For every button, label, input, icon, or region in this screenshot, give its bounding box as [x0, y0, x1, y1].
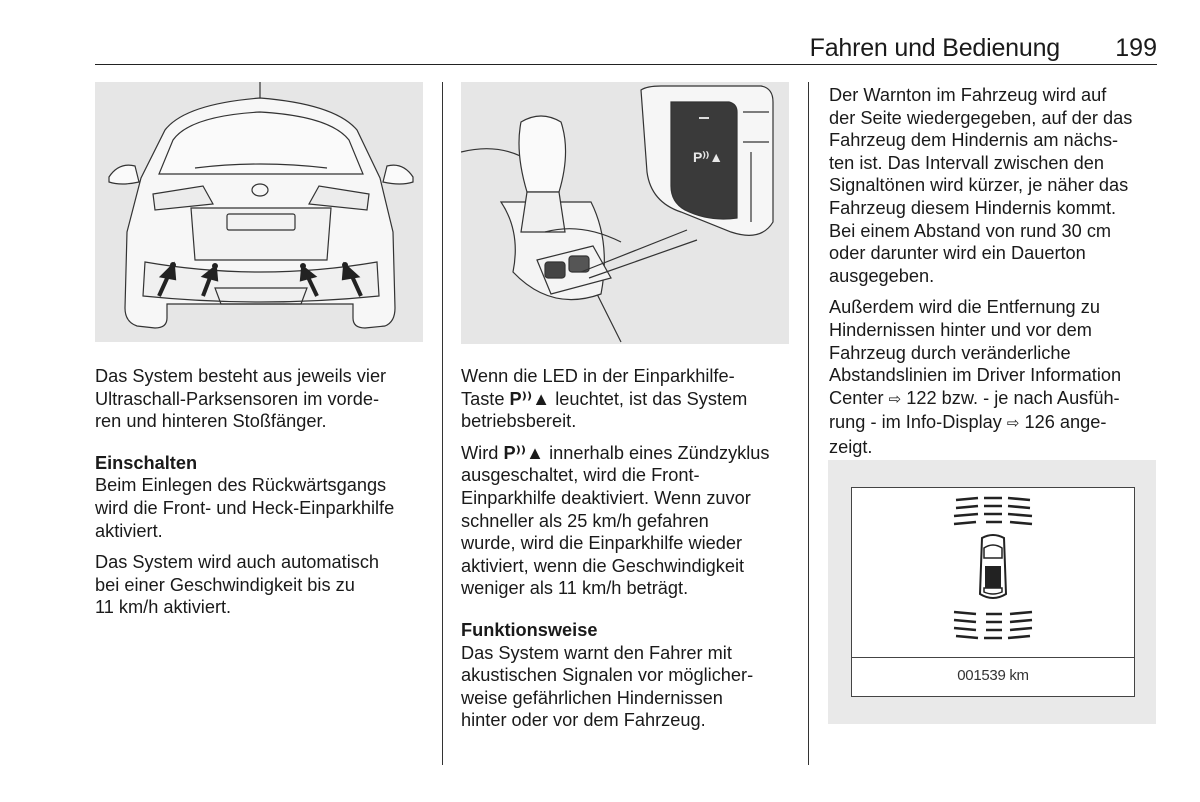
paragraph — [829, 296, 1159, 458]
text-line: rung - im Info-Display ⇨ 126 ange- — [829, 412, 1107, 433]
page-reference-arrow-icon: ⇨ — [1006, 415, 1020, 433]
text-line: ten ist. Das Intervall zwischen den — [829, 152, 1104, 173]
section-heading-funktionsweise: Funktionsweise — [461, 619, 598, 640]
paragraph — [461, 365, 797, 433]
paragraph — [95, 474, 431, 542]
parking-assist-icon: P⁾⁾▲ — [509, 388, 551, 409]
column-2-text — [461, 365, 797, 741]
column-separator — [808, 82, 809, 765]
text-line: Der Warnton im Fahrzeug wird auf — [829, 85, 1107, 105]
text-line: Taste P⁾⁾▲ leuchtet, ist das System — [461, 388, 748, 409]
text-line: ren und hinteren Stoßfänger. — [95, 411, 327, 432]
rear-car-illustration — [95, 82, 423, 342]
text-line: Wird P⁾⁾▲ innerhalb eines Zündzyklus — [461, 442, 770, 463]
chapter-title: Fahren und Bedienung — [809, 34, 1060, 62]
text-line: weise gefährlichen Hindernissen — [461, 687, 723, 708]
text-line: Abstandslinien im Driver Information — [829, 365, 1122, 386]
paragraph — [829, 84, 1159, 287]
text-line: oder darunter wird ein Dauerton — [829, 243, 1086, 264]
text-line: Signaltönen wird kürzer, je näher das — [829, 175, 1129, 196]
text-line: wurde, wird die Einparkhilfe wieder — [461, 533, 743, 554]
text-line: ausgeschaltet, wird die Front- — [461, 465, 700, 486]
gear-console-illustration — [461, 82, 789, 344]
text-line: Wenn die LED in der Einparkhilfe- — [461, 366, 735, 386]
column-3-text — [829, 84, 1159, 468]
page-reference-arrow-icon: ⇨ — [888, 390, 902, 408]
text-line: Fahrzeug diesem Hindernis kommt. — [829, 197, 1117, 218]
text-line: 11 km/h aktiviert. — [95, 597, 232, 618]
text-line: weniger als 11 km/h beträgt. — [461, 578, 689, 599]
text-line: schneller als 25 km/h gefahren — [461, 510, 709, 531]
paragraph — [461, 642, 797, 732]
text-line: Beim Einlegen des Rückwärtsgangs — [95, 475, 387, 496]
parking-assist-icon: P⁾⁾▲ — [503, 442, 545, 463]
page-number: 199 — [1115, 34, 1157, 62]
column-separator — [442, 82, 443, 765]
text-line: Bei einem Abstand von rund 30 cm — [829, 220, 1112, 241]
text-line: hinter oder vor dem Fahrzeug. — [461, 710, 706, 731]
text-line: der Seite wiedergegeben, auf der das — [829, 107, 1133, 128]
text-line: wird die Front- und Heck-Einparkhilfe — [95, 497, 395, 518]
text-line: aktiviert, wenn die Geschwindigkeit — [461, 555, 745, 576]
text-line: zeigt. — [829, 436, 873, 457]
text-line: akustischen Signalen vor möglicher- — [461, 665, 754, 686]
text-line: Einparkhilfe deaktiviert. Wenn zuvor — [461, 487, 751, 508]
paragraph — [95, 551, 431, 619]
odometer-divider — [852, 657, 1134, 658]
text-line: Center ⇨ 122 bzw. - je nach Ausfüh- — [829, 387, 1120, 408]
text-line: Das System warnt den Fahrer mit — [461, 642, 732, 663]
rear-car-sensors-figure — [95, 82, 423, 342]
text-line: Das System besteht aus jeweils vier — [95, 366, 387, 386]
text-line: Fahrzeug dem Hindernis am nächs- — [829, 130, 1119, 151]
text-line: aktiviert. — [95, 520, 163, 541]
driver-information-display — [851, 487, 1135, 697]
section-heading-einschalten: Einschalten — [95, 452, 198, 473]
parking-button-figure — [461, 82, 789, 344]
text-line: Hindernissen hinter und vor dem — [829, 319, 1092, 340]
text-line: Das System wird auch automatisch — [95, 552, 380, 573]
odometer-readout: 001539 km — [957, 667, 1029, 684]
distance-lines-graphic — [852, 488, 1134, 656]
text-line: ausgegeben. — [829, 265, 935, 286]
paragraph — [461, 442, 797, 600]
intro-paragraph — [95, 365, 431, 433]
text-line: Ultraschall-Parksensoren im vorde- — [95, 388, 380, 409]
text-line: Fahrzeug durch veränderliche — [829, 342, 1071, 363]
header-rule — [95, 64, 1157, 65]
parking-button-symbol: P⁾⁾▲ — [693, 149, 724, 165]
column-1-text — [95, 365, 431, 628]
text-line: Außerdem wird die Entfernung zu — [829, 297, 1100, 318]
text-line: betriebsbereit. — [461, 411, 577, 432]
text-line: bei einer Geschwindigkeit bis zu — [95, 574, 355, 595]
